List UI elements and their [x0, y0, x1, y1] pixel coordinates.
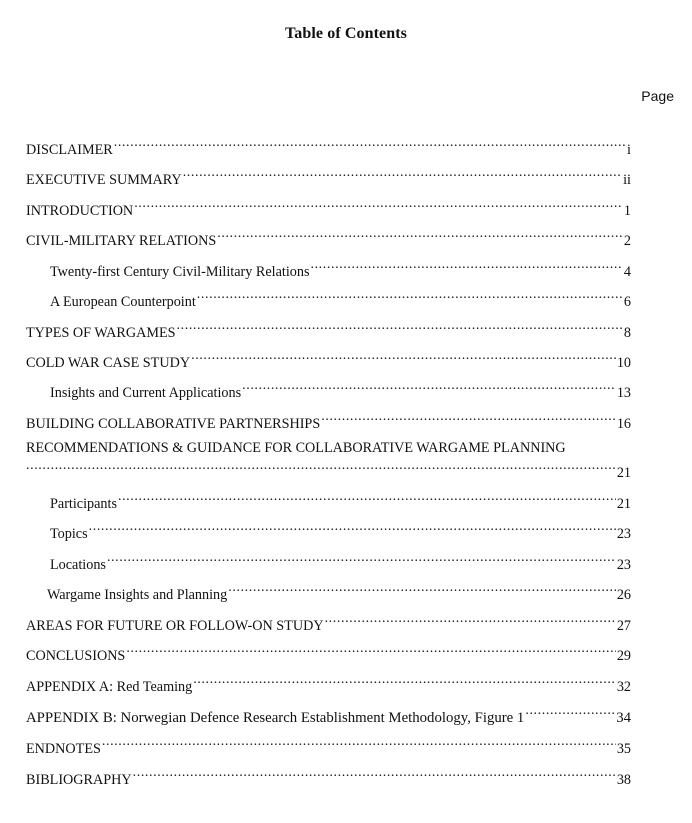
- page-title: Table of Contents: [284, 25, 407, 42]
- dot-leader: [310, 256, 622, 276]
- dot-leader: [228, 579, 616, 599]
- toc-entry-page: 8: [623, 325, 631, 341]
- toc-entry-participants[interactable]: [50, 488, 631, 512]
- dot-leader: [26, 457, 616, 477]
- toc-entry-conclusions[interactable]: [26, 640, 631, 664]
- toc-entry-label: Twenty-first Century Civil-Military Relations: [50, 264, 310, 280]
- toc-entry-locations[interactable]: [50, 549, 631, 573]
- toc-entry-label: CIVIL-MILITARY RELATIONS: [26, 233, 217, 249]
- toc-entry-topics[interactable]: [50, 518, 631, 542]
- dot-leader: [242, 377, 616, 397]
- toc-entry-executive-summary[interactable]: [26, 164, 631, 188]
- toc-entry-page: 35: [616, 741, 631, 757]
- toc-entry-bibliography[interactable]: [26, 764, 631, 788]
- dot-leader: [126, 640, 615, 660]
- toc-entry-endnotes[interactable]: [26, 733, 631, 757]
- dot-leader: [325, 610, 616, 630]
- toc-entry-appendix-b[interactable]: [26, 702, 631, 726]
- toc-entry-page: 27: [616, 618, 631, 634]
- toc-entry-civil-military-relations[interactable]: [26, 225, 631, 249]
- toc-entry-label: CONCLUSIONS: [26, 648, 126, 664]
- toc-entry-appendix-a[interactable]: [26, 671, 631, 695]
- toc-entry-label: EXECUTIVE SUMMARY: [26, 172, 182, 188]
- toc-entry-page: 21: [616, 496, 631, 512]
- toc-entry-page: i: [627, 142, 631, 158]
- dot-leader: [177, 317, 623, 337]
- toc-entry-leader-line: [26, 457, 631, 481]
- toc-entry-label: INTRODUCTION: [26, 203, 134, 219]
- dot-leader: [321, 408, 616, 428]
- toc-entry-european-counterpoint[interactable]: [50, 286, 631, 310]
- toc-entry-page: 23: [616, 526, 631, 542]
- toc-entry-page: ii: [623, 172, 631, 188]
- page-column-header: Page: [641, 88, 674, 104]
- toc-entry-page: 26: [616, 587, 631, 603]
- dot-leader: [102, 733, 616, 753]
- toc-entry-types-of-wargames[interactable]: [26, 317, 631, 341]
- toc-entry-label: TYPES OF WARGAMES: [26, 325, 176, 341]
- toc-entry-page: 38: [616, 772, 631, 788]
- dot-leader: [89, 518, 616, 538]
- toc-entry-label: AREAS FOR FUTURE OR FOLLOW-ON STUDY: [26, 618, 324, 634]
- toc-entry-page: 2: [623, 233, 631, 249]
- toc-entry-page: 6: [623, 294, 631, 310]
- toc-entry-label: BUILDING COLLABORATIVE PARTNERSHIPS: [26, 416, 321, 432]
- toc-entry-page: 34: [616, 710, 631, 726]
- dot-leader: [107, 549, 616, 569]
- toc-entry-page: 29: [616, 648, 631, 664]
- dot-leader: [134, 195, 623, 215]
- dot-leader: [118, 488, 616, 508]
- toc-entry-cold-war-case-study[interactable]: [26, 347, 631, 371]
- toc-entry-page: 21: [616, 465, 631, 481]
- dot-leader: [133, 764, 616, 784]
- toc-entry-label: Topics: [50, 526, 88, 542]
- toc-entry-twenty-first-century[interactable]: [50, 256, 631, 280]
- toc-entry-building-partnerships[interactable]: [26, 408, 631, 432]
- toc-entry-label: A European Counterpoint: [50, 294, 196, 310]
- toc-entry-page: 1: [623, 203, 631, 219]
- dot-leader: [217, 225, 623, 245]
- dot-leader: [193, 671, 616, 691]
- dot-leader: [197, 286, 623, 306]
- toc-entry-page: 10: [616, 355, 631, 371]
- toc-entry-label: APPENDIX B: Norwegian Defence Research Establishment Methodology, Figure 1: [26, 710, 525, 726]
- dot-leader: [183, 164, 622, 184]
- toc-entry-label: Participants: [50, 496, 117, 512]
- toc-entry-page: 16: [616, 416, 631, 432]
- toc-entry-page: 4: [623, 264, 631, 280]
- toc-entry-label: Locations: [50, 557, 106, 573]
- toc-entry-label: Wargame Insights and Planning: [47, 587, 228, 603]
- toc-entry-label: Insights and Current Applications: [50, 385, 242, 401]
- dot-leader: [191, 347, 616, 367]
- toc-entry-label: BIBLIOGRAPHY: [26, 772, 132, 788]
- toc-entry-disclaimer[interactable]: [26, 134, 631, 158]
- toc-entry-page: 32: [616, 679, 631, 695]
- toc-entry-label: COLD WAR CASE STUDY: [26, 355, 191, 371]
- toc-entry-label: APPENDIX A: Red Teaming: [26, 679, 193, 695]
- toc-entry-page: 23: [616, 557, 631, 573]
- toc-entry-wargame-insights-planning[interactable]: [47, 579, 631, 603]
- toc-entry-introduction[interactable]: [26, 195, 631, 219]
- toc-entry-label: ENDNOTES: [26, 741, 101, 757]
- toc-entry-page: 13: [616, 385, 631, 401]
- toc-entry-insights-current-applications[interactable]: [50, 377, 631, 401]
- dot-leader: [114, 134, 626, 154]
- toc-entry-label: DISCLAIMER: [26, 142, 113, 158]
- toc-entry-label: RECOMMENDATIONS & GUIDANCE FOR COLLABORATIVE WARGAME PLANNING: [26, 440, 566, 456]
- dot-leader: [525, 702, 615, 722]
- toc-entry-areas-future-study[interactable]: [26, 610, 631, 634]
